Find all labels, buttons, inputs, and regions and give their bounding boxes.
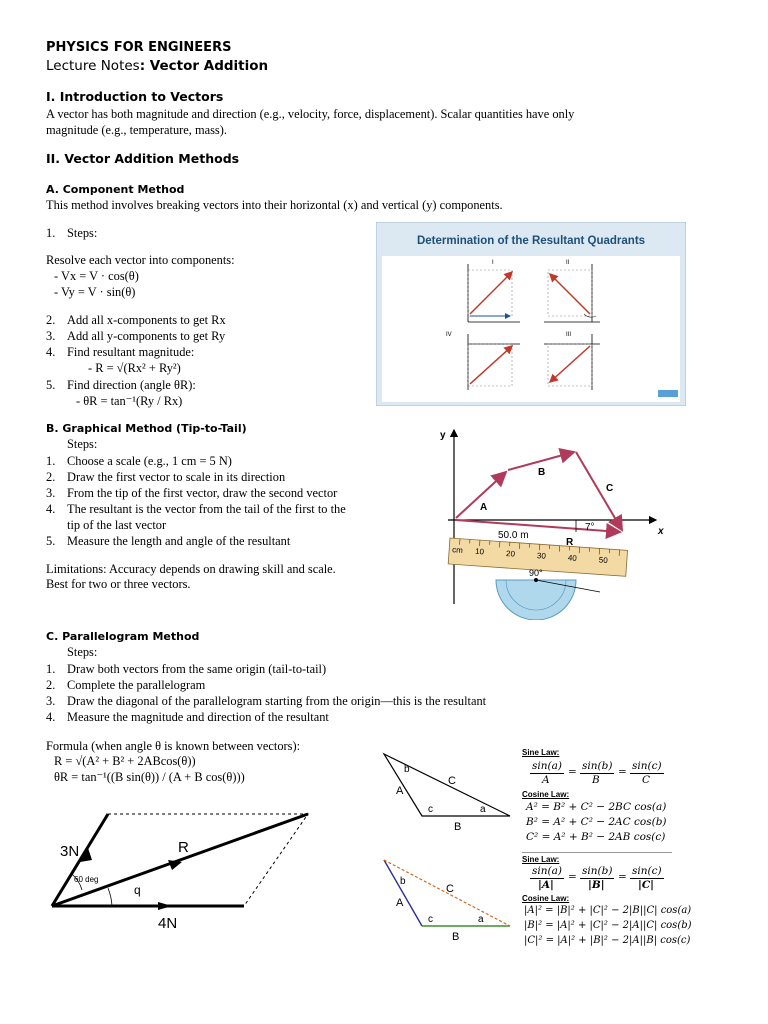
component-step-5 [46,378,196,393]
angle-c-label: c [428,804,433,815]
subtitle-prefix: Lecture Notes [46,58,140,74]
formula-intro: Formula (when angle θ is known between vectors): [46,739,301,753]
step-text: Steps: [67,226,98,240]
vector-cosine-law-eq-3: |C|² = |A|² + |B|² − 2|A||B| cos(c) [524,935,691,946]
graphical-figure [430,424,680,620]
tip-to-tail-diagram [430,424,680,620]
limitations-line-1: Limitations: Accuracy depends on drawing skill and scale. [46,562,336,576]
sine-num: sin(c) [632,865,662,877]
step-number: 3. [46,486,56,500]
angle-q-label: q [134,883,141,897]
quadrants-title: Determination of the Resultant Quadrants [416,235,646,247]
resultant-magnitude-formula: - R = √(Rx² + Ry²) [88,361,181,375]
step-text: Measure the length and angle of the resultant [67,534,291,548]
angle-a-label: a [480,804,486,815]
equals-sign: = [568,766,577,778]
step-text: Measure the magnitude and direction of the resultant [67,710,329,724]
sine-den: A [542,774,550,786]
document-subtitle [46,59,268,74]
parallelogram-step [46,662,326,677]
arrowhead-4n [158,902,172,910]
vector-r-label: R [566,537,574,548]
graphical-step [46,518,166,533]
sine-num: sin(a) [532,760,562,772]
equals-sign: = [618,766,627,778]
angle-b-label: b [400,876,406,887]
vector-r [456,520,620,532]
step-text: Draw the first vector to scale in its direction [67,470,286,484]
side-b-label: B [452,931,460,943]
vector-3n [52,814,108,906]
vy-formula: - Vy = V · sin(θ) [54,285,136,299]
component-heading: A. Component Method [46,183,185,196]
parallelogram-step [46,710,329,725]
intro-heading: I. Introduction to Vectors [46,89,224,104]
equals-sign: = [618,871,627,883]
vector-r-label: R [178,839,189,856]
triangles-diagram [376,750,516,950]
angle-a-label: a [478,914,484,925]
ruler-tick: 30 [536,551,547,561]
subtitle-topic: : Vector Addition [139,58,269,74]
vector-cosine-law-eq-2: |B|² = |A|² + |C|² − 2|A||C| cos(b) [524,920,692,931]
step-number: 1. [46,454,56,468]
component-description: This method involves breaking vectors into their horizontal (x) and vertical (y) components. [46,198,503,212]
angle-b-label: b [404,764,410,775]
component-step-4 [46,345,194,360]
vector-sine-law-label: Sine Law: [522,855,560,864]
step-text: Draw both vectors from the same origin (tail-to-tail) [67,662,327,676]
ruler-tick: 10 [474,546,485,557]
equals-sign: = [568,871,577,883]
intro-text-line-1: A vector has both magnitude and direction (e.g., velocity, force, displacement). Scalar quantities have only [46,107,575,121]
ruler-tick: 40 [567,553,578,563]
graphical-step [46,470,285,485]
graphical-step [46,502,346,517]
vector-sine-law-equation [526,865,706,891]
graphical-steps-label: Steps: [67,437,98,451]
parallelogram-step [46,694,486,709]
vector-b-label: B [538,467,546,478]
angle-arc-q [108,888,112,906]
component-step-2 [46,313,226,328]
cosine-law-eq-3: C² = A² + B² − 2AB cos(c) [526,831,666,843]
step-text: Complete the parallelogram [67,678,206,692]
cosine-law-eq-1: A² = B² + C² − 2BC cos(a) [526,801,667,813]
sine-den: |C| [638,879,654,891]
component-step-3 [46,329,225,344]
step-number: 4. [46,502,56,516]
cosine-law-label: Cosine Law: [522,790,570,799]
graphical-heading: B. Graphical Method (Tip-to-Tail) [46,422,247,435]
length-label: 50.0 m [498,530,529,541]
step-number: 2. [46,470,56,484]
quadrants-diagram [376,222,686,406]
side-a-label: A [396,785,404,797]
vector-cosine-law-label: Cosine Law: [522,894,570,903]
intro-text-line-2: magnitude (e.g., temperature, mass). [46,123,227,137]
sine-den: C [642,774,651,786]
parallelogram-figure [44,804,314,934]
step-text: The resultant is the vector from the tail of the first to the [67,502,346,516]
direction-formula: - θR = tan⁻¹(Ry / Rx) [76,394,183,408]
quadrant-label: I [492,260,494,266]
step-number: 1. [46,226,56,240]
step-text: Find direction (angle θR): [67,378,196,392]
step-number: 3. [46,694,56,708]
triangle-top [384,754,510,833]
quadrant-label: III [566,332,572,338]
vector-cosine-law-eq-1: |A|² = |B|² + |C|² − 2|B||C| cos(a) [524,905,692,916]
graphical-step [46,534,290,549]
parallelogram-diagram [44,804,314,934]
sine-num: sin(b) [582,760,613,772]
sine-num: sin(b) [582,865,613,877]
vx-formula: - Vx = V · cos(θ) [54,269,139,283]
step-text: From the tip of the first vector, draw the second vector [67,486,338,500]
graphical-step [46,454,232,469]
step-number: 2. [46,678,56,692]
x-axis-label: x [658,526,664,537]
side-c-label: C [446,883,454,895]
angle-60-label: 60 deg [74,875,99,884]
angle-label: 7° [585,522,595,533]
step-number: 5. [46,378,56,392]
document-title: PHYSICS FOR ENGINEERS [46,40,232,55]
step-number: 4. [46,710,56,724]
angle-c-label: c [428,914,433,925]
sine-num: sin(a) [532,865,562,877]
vector-c [576,452,622,530]
step-text: Find resultant magnitude: [67,345,195,359]
laws-panel [522,748,708,952]
resolve-text: Resolve each vector into components: [46,253,235,267]
sine-den: |B| [588,879,605,891]
sine-law-label: Sine Law: [522,748,560,757]
quadrant-label: II [566,260,570,266]
parallelogram-step [46,678,205,693]
protractor-label: 90° [529,568,543,578]
step-text: tip of the last vector [67,518,167,532]
laws-divider [522,852,672,853]
step-number: 5. [46,534,56,548]
step-number: 4. [46,345,56,359]
side-c-label: C [448,775,456,787]
sine-num: sin(c) [632,760,662,772]
triangle-bottom [384,860,510,943]
parallelogram-steps-label: Steps: [67,645,98,659]
side-b-label: B [454,821,462,833]
formula-resultant: R = √(A² + B² + 2ABcos(θ)) [54,754,196,768]
step-text: Choose a scale (e.g., 1 cm = 5 N) [67,454,232,468]
ruler-unit: cm [451,545,464,555]
formula-direction: θR = tan⁻¹((B sin(θ)) / (A + B cos(θ))) [54,770,245,784]
step-number: 2. [46,313,56,327]
vector-4n-label: 4N [158,915,178,932]
figure-inner [382,256,680,402]
sine-den: B [592,774,600,786]
publisher-logo-icon [658,390,678,397]
side-a-label: A [396,897,404,909]
vector-c-label: C [606,483,614,494]
protractor [496,568,600,620]
limitations-line-2: Best for two or three vectors. [46,577,191,591]
quadrants-figure [376,222,686,406]
step-number: 1. [46,662,56,676]
step-text: Add all y-components to get Ry [67,329,226,343]
cosine-law-eq-2: B² = A² + C² − 2AC cos(b) [526,816,667,828]
parallelogram-heading: C. Parallelogram Method [46,630,200,643]
y-axis-label: y [440,430,446,441]
quadrant-label: IV [446,332,452,338]
component-step-1 [46,226,97,241]
ruler-tick: 20 [505,548,516,559]
step-text: Draw the diagonal of the parallelogram starting from the origin—this is the resultant [67,694,487,708]
ruler-tick: 50 [598,555,609,566]
vector-3n-label: 3N [60,843,80,860]
methods-heading: II. Vector Addition Methods [46,151,240,166]
vector-a-label: A [480,502,488,513]
sine-den: |A| [538,879,554,891]
triangles-figure [376,750,516,950]
graphical-step [46,486,337,501]
step-number: 3. [46,329,56,343]
sine-law-equation [526,760,706,786]
step-text: Add all x-components to get Rx [67,313,226,327]
